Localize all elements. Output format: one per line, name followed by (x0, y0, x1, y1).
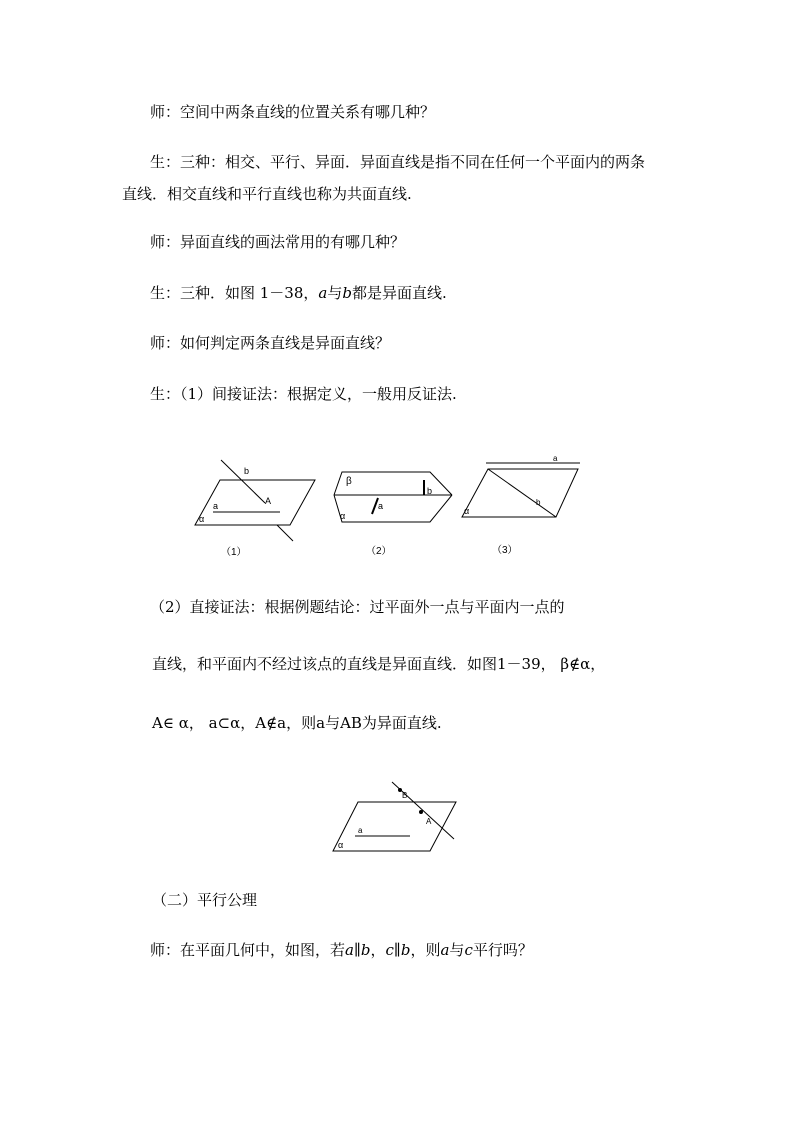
label-A: A (265, 496, 272, 506)
label-alpha: α (199, 514, 205, 524)
paragraph-7: （2）直接证法：根据例题结论：过平面外一点与平面内一点的 (150, 598, 565, 616)
label-A: A (426, 817, 432, 826)
label-beta: β (346, 476, 352, 487)
paragraph-4-prefix: 生：三种．如图 1－38， (150, 284, 319, 302)
paragraph-11-prefix: 师：在平面几何中，如图，若 (150, 941, 346, 959)
caption-3: （3） (492, 545, 518, 556)
line-b (488, 469, 556, 517)
label-b: b (244, 466, 250, 476)
paragraph-1: 师：空间中两条直线的位置关系有哪几种？ (150, 103, 436, 121)
plane-alpha (334, 495, 452, 522)
caption-1: （1） (221, 547, 247, 558)
paragraph-8: 直线，和平面内不经过该点的直线是异面直线．如图1－39， β∉α， (152, 655, 606, 673)
paragraph-11-mid: ，则 (410, 941, 441, 959)
paragraph-2-cont: 直线．相交直线和平行直线也称为共面直线. (122, 185, 412, 203)
label-b: b (427, 486, 433, 496)
paragraph-6: 生：（1）间接证法：根据定义，一般用反证法. (150, 385, 457, 403)
paragraph-11 (150, 940, 533, 960)
paragraph-2: 生：三种：相交、平行、异面．异面直线是指不同在任何一个平面内的两条 (150, 153, 646, 171)
label-a: a (213, 501, 219, 511)
paragraph-11-sep: ， (370, 941, 386, 959)
figure-1-38-sub1 (185, 455, 325, 565)
label-b: b (536, 498, 541, 507)
var-a: a (440, 941, 450, 959)
figure-1-38-sub2 (328, 462, 458, 562)
relation-c-b: c∥b (385, 941, 411, 959)
caption-2: （2） (366, 546, 392, 557)
point-A (419, 810, 423, 814)
section-heading: （二）平行公理 (152, 891, 258, 909)
var-b: b (342, 284, 352, 302)
label-a: a (358, 826, 363, 835)
label-a: a (553, 454, 558, 463)
var-c: c (464, 941, 473, 959)
line-b-upper (221, 460, 265, 503)
figure-1-38-sub3 (456, 452, 586, 562)
label-alpha: α (338, 840, 344, 850)
paragraph-4 (150, 283, 447, 303)
label-a: a (378, 501, 384, 511)
label-B: B (402, 791, 408, 800)
var-a: a (318, 284, 328, 302)
paragraph-9: A∈ α， a⊂α，A∉a，则a与AB为异面直线. (152, 714, 442, 732)
line-b-lower (277, 525, 293, 541)
paragraph-5: 师：如何判定两条直线是异面直线？ (150, 334, 391, 352)
plane-alpha (462, 469, 578, 517)
label-alpha: α (464, 506, 470, 516)
plane-alpha (333, 802, 456, 851)
relation-a-b: a∥b (345, 941, 371, 959)
paragraph-3: 师：异面直线的画法常用的有哪几种？ (150, 233, 406, 251)
paragraph-4-suffix: 都是异面直线. (351, 284, 447, 302)
paragraph-11-suffix: 平行吗？ (472, 941, 533, 959)
figure-1-39 (330, 780, 465, 860)
paragraph-4-mid: 与 (327, 284, 343, 302)
label-alpha: α (340, 511, 346, 521)
paragraph-11-and: 与 (449, 941, 465, 959)
